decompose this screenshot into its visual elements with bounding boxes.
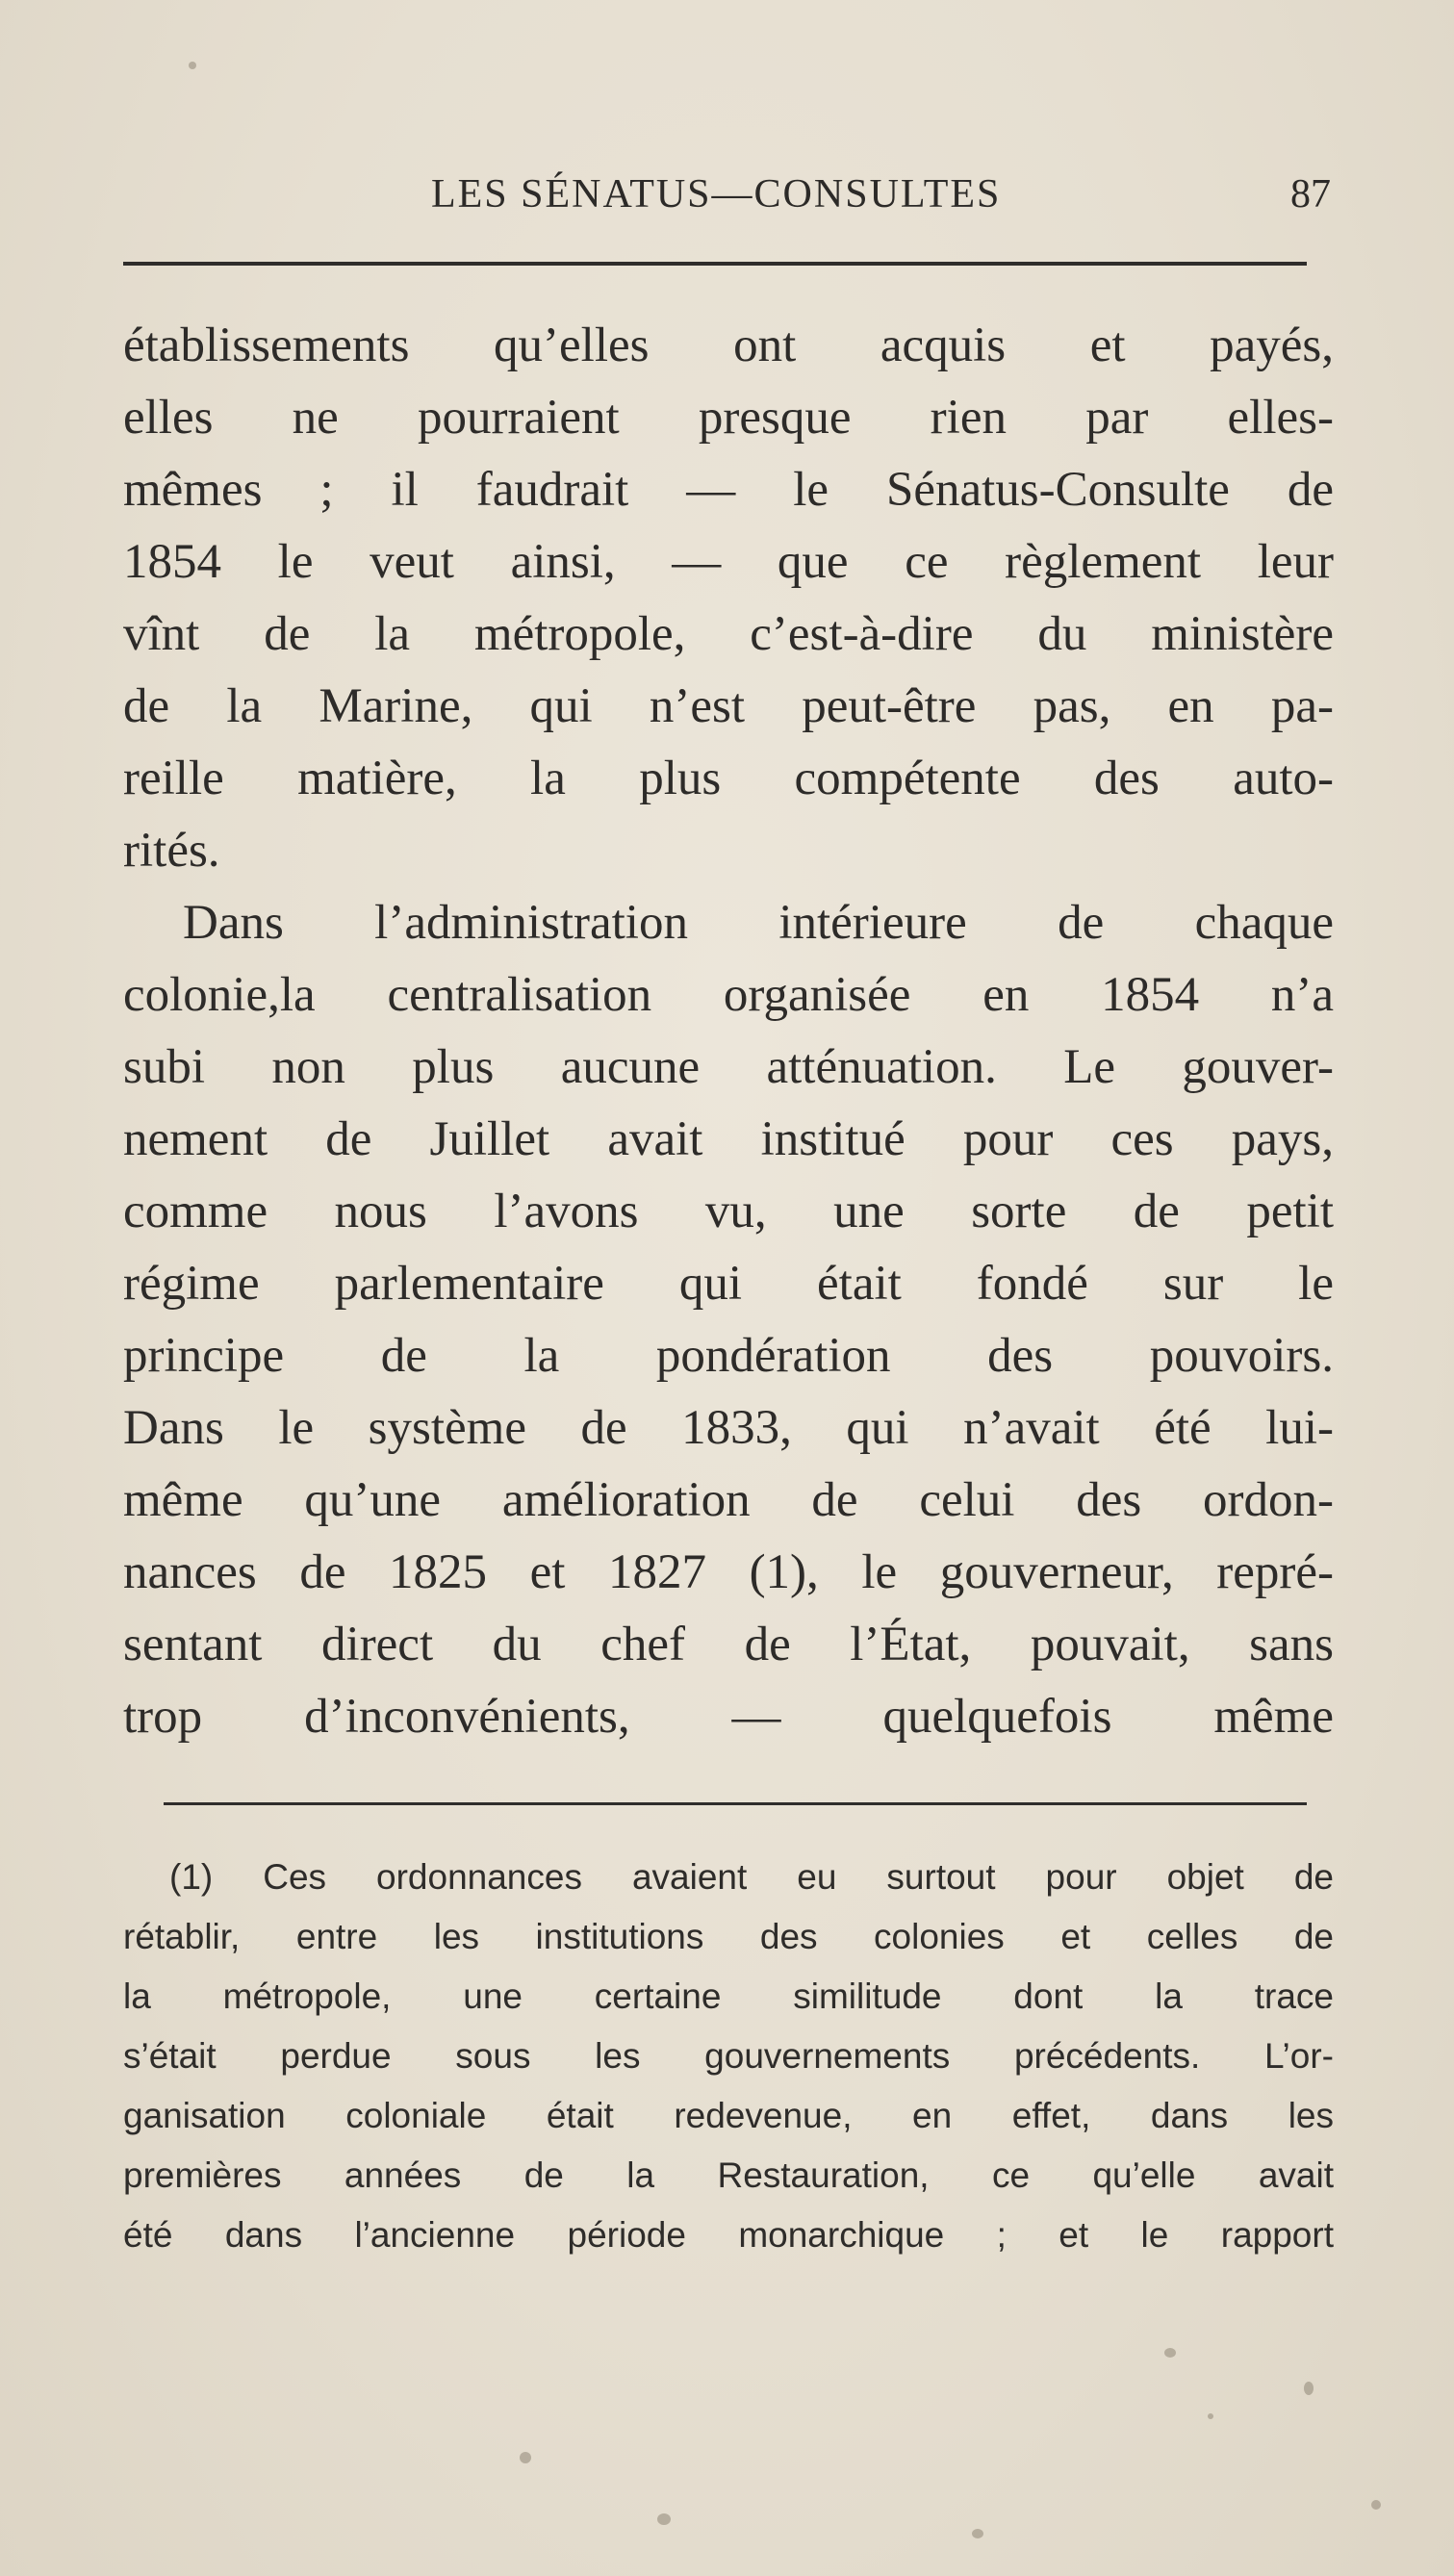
paper-speck [1164, 2348, 1176, 2358]
body-line: Dans l’administration intérieure de chaque [183, 896, 1334, 950]
page-number: 87 [1290, 172, 1331, 217]
footnote-line: la métropole, une certaine similitude dont la trace [123, 1977, 1334, 2016]
header-rule [123, 262, 1307, 266]
body-line: mêmes ; il faudrait — le Sénatus-Consulte de [123, 463, 1334, 517]
footnote-line: (1) Ces ordonnances avaient eu surtout pour objet de [169, 1857, 1334, 1897]
body-line: vînt de la métropole, c’est-à-dire du ministère [123, 607, 1334, 661]
body-line: Dans le système de 1833, qui n’avait été lui- [123, 1401, 1334, 1455]
footnote-line: ganisation coloniale était redevenue, en effet, dans les [123, 2096, 1334, 2135]
body-line: régime parlementaire qui était fondé sur le [123, 1257, 1334, 1311]
body-line: de la Marine, qui n’est peut-être pas, en pa- [123, 679, 1334, 733]
paper-speck [972, 2529, 983, 2538]
body-line: même qu’une amélioration de celui des ordon- [123, 1473, 1334, 1527]
paper-speck [189, 62, 196, 69]
footnote-line: rétablir, entre les institutions des colonies et celles de [123, 1917, 1334, 1956]
footnote-line: été dans l’ancienne période monarchique ; et le rapport [123, 2215, 1334, 2255]
footnote-rule [164, 1802, 1307, 1805]
body-line: colonie,la centralisation organisée en 1854 n’a [123, 968, 1334, 1022]
running-title: LES SÉNATUS—CONSULTES [431, 172, 1002, 217]
body-line: sentant direct du chef de l’État, pouvait, sans [123, 1618, 1334, 1671]
body-line: reille matière, la plus compétente des auto- [123, 752, 1334, 805]
body-line: établissements qu’elles ont acquis et payés, [123, 319, 1334, 372]
body-line: rités. [123, 824, 220, 878]
body-line: trop d’inconvénients, — quelquefois même [123, 1690, 1334, 1744]
body-line: 1854 le veut ainsi, — que ce règlement leur [123, 535, 1334, 589]
body-line: comme nous l’avons vu, une sorte de petit [123, 1185, 1334, 1238]
body-line: nement de Juillet avait institué pour ces pays, [123, 1112, 1334, 1166]
body-line: elles ne pourraient presque rien par elles- [123, 391, 1334, 445]
paper-speck [520, 2452, 531, 2463]
body-line: subi non plus aucune atténuation. Le gouver- [123, 1040, 1334, 1094]
paper-speck [1371, 2500, 1381, 2510]
footnote-line: s’était perdue sous les gouvernements précédents. L’or- [123, 2036, 1334, 2076]
paper-speck [1208, 2413, 1213, 2419]
footnote-line: premières années de la Restauration, ce qu’elle avait [123, 2155, 1334, 2195]
body-line: nances de 1825 et 1827 (1), le gouverneur, repré- [123, 1545, 1334, 1599]
page-header [123, 171, 1331, 229]
footnote [123, 1848, 1334, 2265]
body-line: principe de la pondération des pouvoirs. [123, 1329, 1334, 1383]
paper-speck [1304, 2382, 1314, 2395]
body-text [123, 310, 1334, 1753]
paper-speck [657, 2513, 671, 2525]
